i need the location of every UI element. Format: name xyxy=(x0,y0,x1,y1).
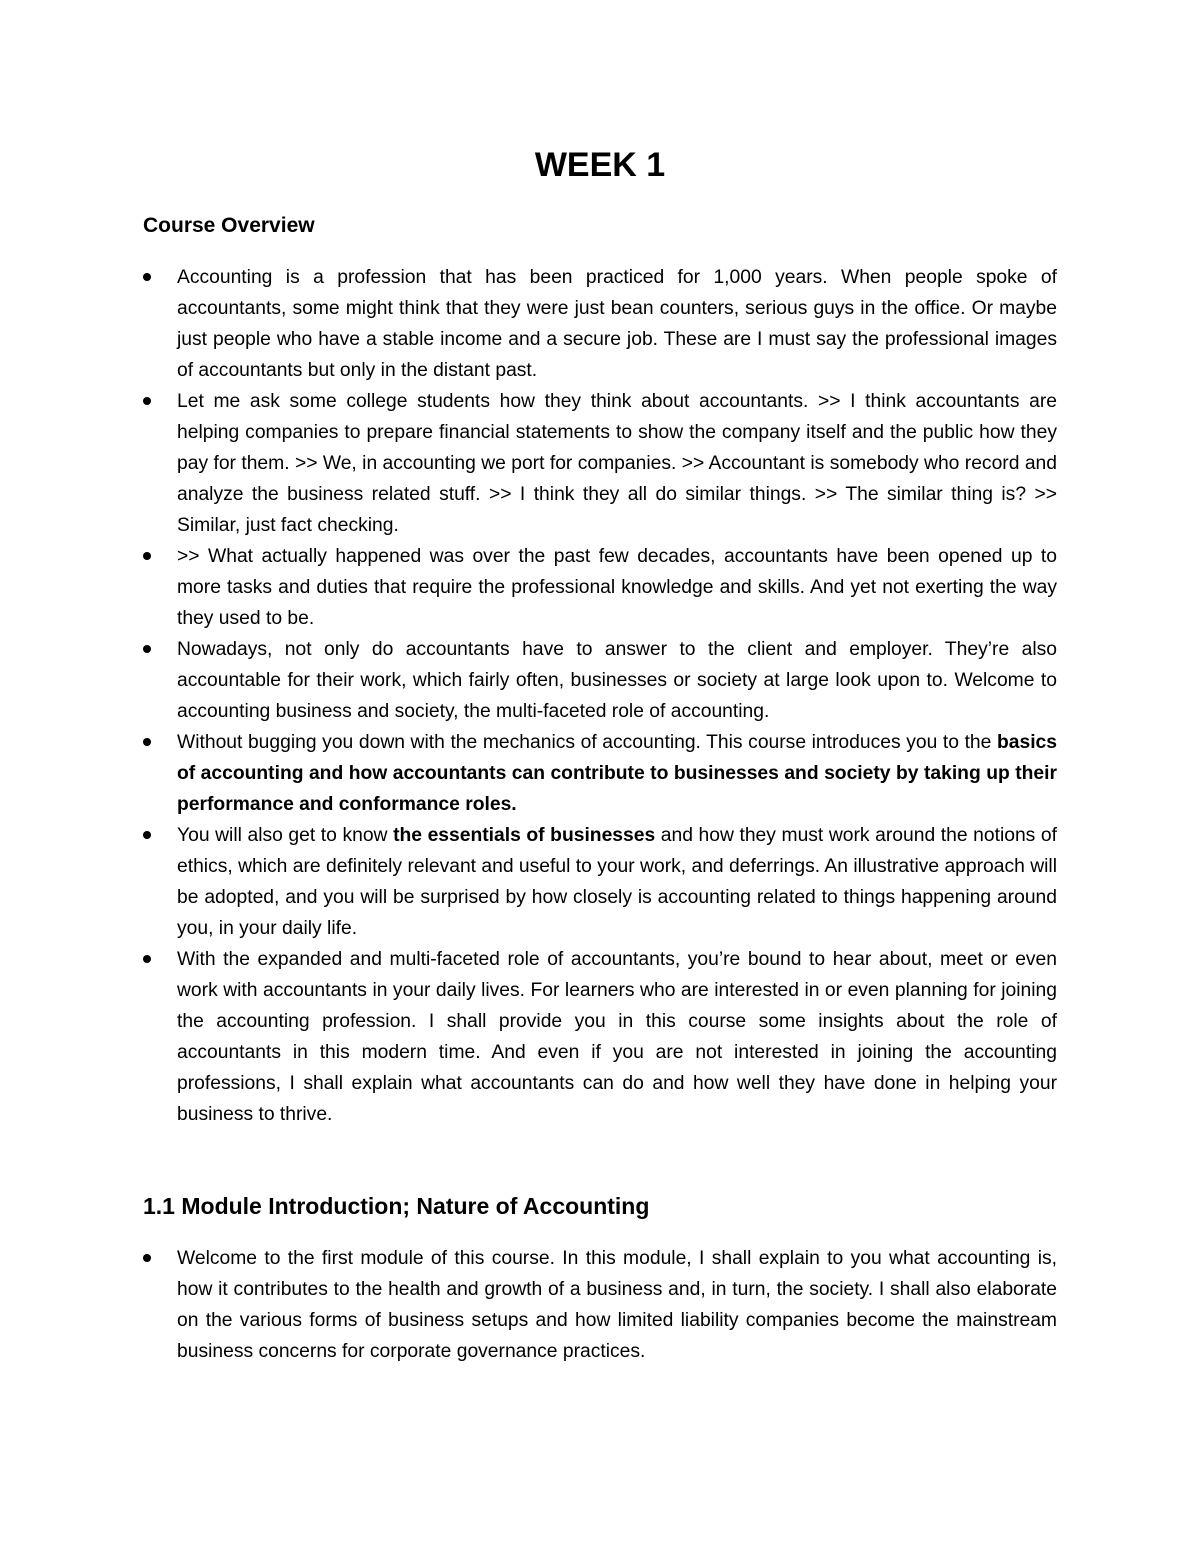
bullet-icon xyxy=(143,397,151,405)
page-title: WEEK 1 xyxy=(534,146,666,184)
bullet-icon xyxy=(143,273,151,281)
bullet-icon xyxy=(143,552,151,560)
list-item xyxy=(143,541,1057,634)
list-item xyxy=(143,727,1057,820)
module-intro-heading: 1.1 Module Introduction; Nature of Accounting xyxy=(143,1193,650,1219)
course-overview-list xyxy=(143,262,1057,1130)
list-item xyxy=(143,262,1057,386)
list-item xyxy=(143,1243,1057,1367)
list-item-text: Without bugging you down with the mechanics of accounting. This course introduces you to the xyxy=(177,732,997,753)
list-item-text: Accounting is a profession that has been practiced for 1,000 years. When people spoke of accountants, some might think that they were just bean counters, serious guys in the office. Or maybe just people who have a stable income and a secure job. These are I must say the professional images of accountants but only in the distant past. xyxy=(177,267,1057,381)
list-item-text: Nowadays, not only do accountants have to answer to the client and employer. They’re also accountable for their work, which fairly often, businesses or society at large look upon to. Welcome to accounting business and society, the multi-faceted role of accounting. xyxy=(177,639,1057,722)
course-overview-heading: Course Overview xyxy=(143,214,315,237)
list-item-emphasis: basics of accounting and how accountants can contribute to businesses and society by taking up their performance and conformance roles. xyxy=(177,732,1057,815)
list-item-text: Welcome to the first module of this course. In this module, I shall explain to you what accounting is, how it contributes to the health and growth of a business and, in turn, the society. I shall also elaborate on the various forms of business setups and how limited liability companies become the mainstream business concerns for corporate governance practices. xyxy=(177,1248,1057,1362)
list-item xyxy=(143,944,1057,1130)
list-item xyxy=(143,386,1057,541)
list-item xyxy=(143,634,1057,727)
bullet-icon xyxy=(143,955,151,963)
bullet-icon xyxy=(143,738,151,746)
list-item xyxy=(143,820,1057,944)
bullet-icon xyxy=(143,645,151,653)
list-item-text: and how they must work around the notions of ethics, which are definitely relevant and useful to your work, and deferrings. An illustrative approach will be adopted, and you will be surprised by how closely is accounting related to things happening around you, in your daily life. xyxy=(177,825,1057,939)
list-item-text: Let me ask some college students how they think about accountants. >> I think accountants are helping companies to prepare financial statements to show the company itself and the public how they pay for them. >> We, in accounting we port for companies. >> Accountant is somebody who record and analyze the business related stuff. >> I think they all do similar things. >> The similar thing is? >> Similar, just fact checking. xyxy=(177,391,1057,536)
list-item-emphasis: the essentials of businesses xyxy=(393,825,656,846)
list-item-text: You will also get to know xyxy=(177,825,394,846)
bullet-icon xyxy=(143,831,151,839)
list-item-text: >> What actually happened was over the past few decades, accountants have been opened up to more tasks and duties that require the professional knowledge and skills. And yet not exerting the way they used to be. xyxy=(177,546,1057,629)
bullet-icon xyxy=(143,1254,151,1262)
module-intro-list xyxy=(143,1243,1057,1367)
list-item-text: With the expanded and multi-faceted role of accountants, you’re bound to hear about, meet or even work with accountants in your daily lives. For learners who are interested in or even planning for joining the accounting profession. I shall provide you in this course some insights about the role of accountants in this modern time. And even if you are not interested in joining the accounting professions, I shall explain what accountants can do and how well they have done in helping your business to thrive. xyxy=(177,949,1057,1125)
